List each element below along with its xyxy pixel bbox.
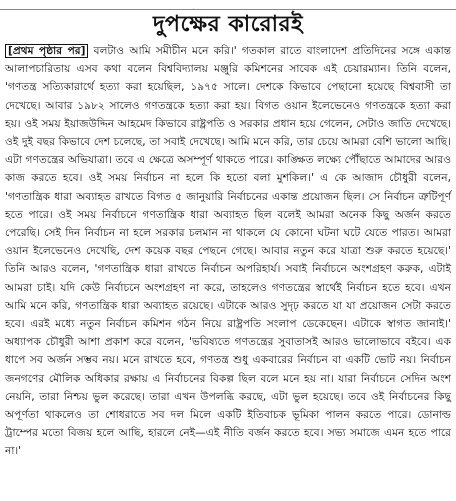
- article-text: বলটাও আমি সমীচীন মনে করি।' গতকাল রাতে বাংলাদেশ প্রতিদিনের সঙ্গে একান্ত আলাপচারিতায় এসব কথা বলেন বিশ্ববিদ্যালয় মঞ্জুরি কমিশনের সাবেক এই চেয়ারম্যান। তিনি বলেন, 'গণতন্ত্র সত্যিকারার্থে হত্যা করা হয়েছিল, ১৯৭৫ সালে। দেশকে কিভাবে পেছানো হয়েছে বিশ্ববাসী তা দেখেছে। আবার ১৯৮২ সালেও গণতন্ত্রকে হত্যা করা হয়। বিগত ওয়ান ইলেভেনেও গণতন্ত্রকে হত্যা করা হয়। ওই সময় ইয়াজউদ্দিন আহমেদ কিভাবে রাষ্ট্রপতি ও সরকার প্রধান হয়ে গেলেন, সেটাও জাতি দেখেছে। ওই দুই বছর কিভাবে দেশ চলেছে, তা সবাই দেখেছে। আমি মনে করি, তার চেয়ে আমরা বেশি ভালো আছি। এটা গণতন্ত্রের অভিযাত্রা। তবে এ ক্ষেত্রে অসম্পূর্ণ থাকতে পারে। কাঙ্ক্ষিত লক্ষ্যে পৌঁছাতে আমাদের আরও কাজ করতে হবে। ওই সময় নির্বাচন না হলে কি হতো বলা মুশকিল।' এ কে আজাদ চৌধুরী বলেন, 'গণতান্ত্রিক ধারা অব্যাহত রাখতে বিগত ৫ জানুয়ারি নির্বাচনের একান্ত প্রয়োজন ছিল। সে নির্বাচন ত্রুটিপূর্ণ হতে পারে। ওই সময় নির্বাচনে গণতান্ত্রিক ধারা অব্যাহত ছিল বলেই আমরা অনেক কিছু অর্জন করতে পেরেছি। সেই দিন নির্বাচন না হলে সরকার চলমান না থাকলে যে কোনো ঘটনা ঘটে যেতে পারত। আমরা ওয়ান ইলেভেনেও দেখেছি, দেশ কয়েক বছর পেছনে গেছে। আবার নতুন করে যাত্রা শুরু করতে হয়েছে।' তিনি আরও বলেন, 'গণতান্ত্রিক ধারা রাখতে নির্বাচন অপরিহার্য। সবাই নির্বাচনে অংশগ্রহণ করুক, এটাই আমরা চাই। যদি কেউ নির্বাচনে অংশগ্রহণ না করে, তাহলেও গণতন্ত্রের স্বার্থেই নির্বাচন হতে হবে। এখন আমি মনে করি, গণতান্ত্রিক ধারা অব্যাহত রয়েছে। এটাকে আরও সুদৃঢ় করতে যা যা প্রয়োজন সেটা করতে হবে। এরই মধ্যে নতুন নির্বাচন কমিশন গঠন নিয়ে রাষ্ট্রপতি সংলাপ ডেকেছেন। এটাকে স্বাগত জানাই।' অধ্যাপক চৌধুরী আশা প্রকাশ করে বলেন, 'ভবিষ্যতে গণতন্ত্রের সুবাতাসই আরও ভালোভাবে বইবে। এক ধাপে সব অর্জন সম্ভব নয়। মনে রাখতে হবে, গণতন্ত্র শুধু একবারের নির্বাচন বা একটি ভোট নয়। নির্বাচন জনগণের মৌলিক অধিকার রক্ষায় এ নির্বাচনের বিকল্প ছিল বলে মনে হয় না। যারা নির্বাচনে সেদিন অংশ নেয়নি, তারা নিশ্চয় ভুল করেছে। তারা এখন উপলব্ধি করছে, এটা ভুল হয়েছে। তবে ওই নির্বাচনের কিছু অপূর্ণতা থাকলেও তা শোধরাতে সব দল মিলে একটি ইতিবাচক ভূমিকা পালন করতে পারে। ডোনাল্ড ট্রাম্পের মতো বিজয় হলে আছি, হারলে নেই—এই নীতি বর্জন করতে হবে। সভ্য সমাজে এমন হতে পারে না।': [5, 45, 451, 458]
- headline: দুপক্ষের কারোরই: [152, 12, 304, 37]
- page-header-strip: [0, 0, 456, 10]
- article-body: [5, 42, 451, 461]
- continuation-tag: [প্রথম পৃষ্ঠার পর]: [5, 44, 88, 58]
- page-header-text: [0, 8, 279, 10]
